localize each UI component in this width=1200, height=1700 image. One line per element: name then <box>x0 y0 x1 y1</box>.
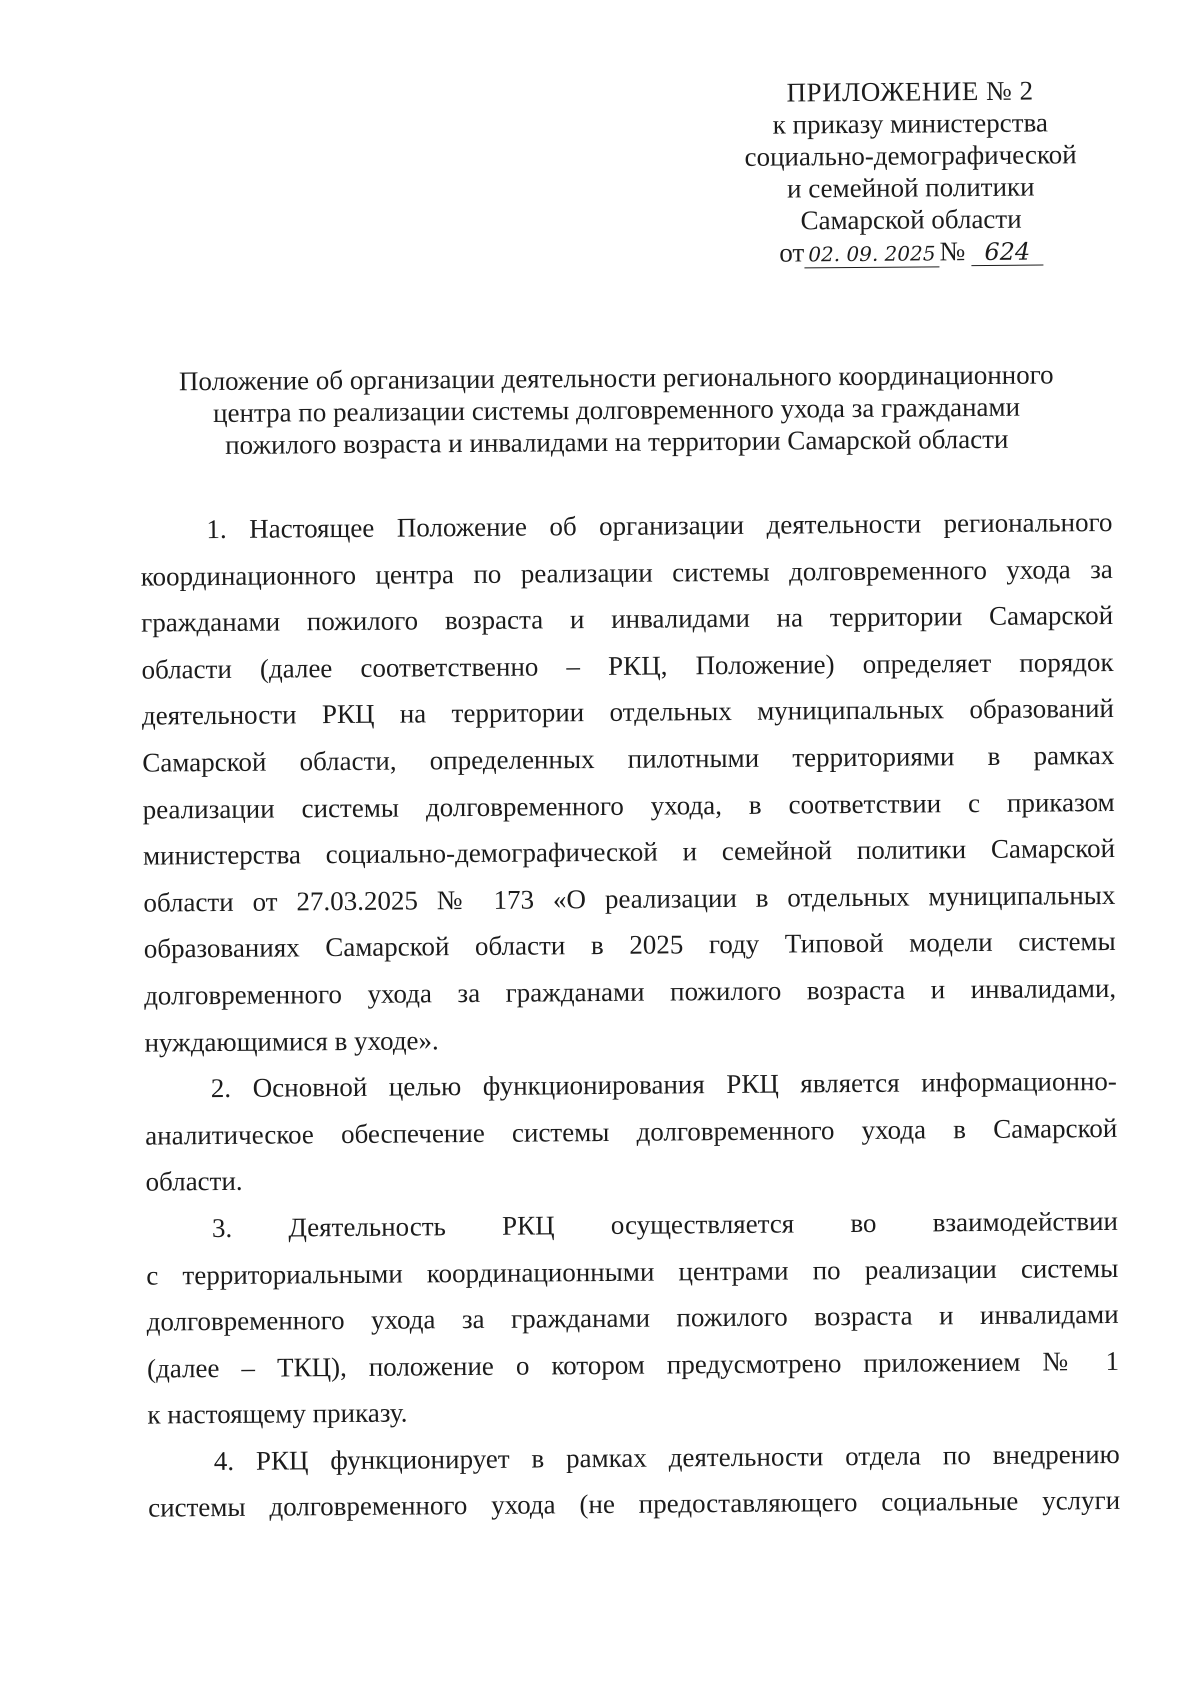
paragraph-line: к настоящему приказу. <box>147 1397 408 1430</box>
paragraph-line: (далее – ТКЦ), положение о котором предусмотрено приложением № 1 <box>146 1345 1120 1384</box>
paragraph-line: Самарской области, определенных пилотными территориями в рамках <box>142 739 1115 778</box>
paragraph-line: области (далее соответственно – РКЦ, Положение) определяет порядок <box>141 646 1114 685</box>
paragraph-line: реализации системы долговременного ухода, в соответствии с приказом <box>142 786 1115 825</box>
paragraph-line: долговременного ухода за гражданами пожилого возраста и инвалидами <box>146 1299 1119 1337</box>
paragraph-line: долговременного ухода за гражданами пожилого возраста и инвалидами, <box>144 972 1117 1011</box>
paragraph-3 <box>146 1198 1120 1439</box>
title-line: Положение об организации деятельности регионального координационного <box>178 359 1054 397</box>
appendix-line: и семейной политики <box>786 171 1035 204</box>
paragraph-line: аналитическое обеспечение системы долговременного ухода в Самарской <box>145 1112 1118 1151</box>
document-body <box>140 499 1120 1532</box>
date-prefix: от <box>779 237 805 268</box>
paragraph-line: нуждающимися в уходе». <box>144 1024 439 1058</box>
paragraph-2 <box>145 1058 1118 1205</box>
paragraph-4 <box>148 1431 1121 1532</box>
document-title <box>136 358 1097 462</box>
appendix-line: к приказу министерства <box>772 107 1048 140</box>
paragraph-line: деятельности РКЦ на территории отдельных муниципальных образований <box>141 693 1115 731</box>
handwritten-date: 02. 09. 2025 <box>804 240 939 268</box>
paragraph-line: области от 27.03.2025 № 173 «О реализации в отдельных муниципальных <box>143 879 1116 918</box>
paragraph-line: 1. Настоящее Положение об организации деятельности регионального <box>206 506 1113 545</box>
paragraph-line: министерства социально-демографической и семейной политики Самарской <box>142 833 1116 871</box>
appendix-header <box>700 74 1121 269</box>
appendix-label: ПРИЛОЖЕНИЕ № 2 <box>786 75 1034 108</box>
paragraph-line: 3. Деятельность РКЦ осуществляется во взаимодействии <box>211 1205 1119 1243</box>
paragraph-line: системы долговременного ухода (не предоставляющего социальные услуги <box>148 1485 1121 1524</box>
paragraph-line: области. <box>145 1166 243 1197</box>
paragraph-line: с территориальными координационными центрами по реализации системы <box>146 1252 1119 1291</box>
title-line: пожилого возраста и инвалидами на территории Самарской области <box>225 423 1009 460</box>
paragraph-line: координационного центра по реализации системы долговременного ухода за <box>140 553 1113 592</box>
paragraph-line: образованиях Самарской области в 2025 году Типовой модели системы <box>143 926 1116 964</box>
appendix-line: социально-демографической <box>744 139 1077 172</box>
paragraph-line: 2. Основной целью функционирования РКЦ является информационно- <box>210 1066 1117 1104</box>
title-line: центра по реализации системы долговременного ухода за гражданами <box>212 391 1021 429</box>
order-date-number <box>701 234 1121 269</box>
paragraph-line: гражданами пожилого возраста и инвалидами на территории Самарской <box>141 600 1114 638</box>
appendix-line: Самарской области <box>800 203 1022 236</box>
handwritten-number: 624 <box>971 239 1043 267</box>
paragraph-1 <box>140 499 1116 1066</box>
number-prefix: № <box>939 236 966 267</box>
paragraph-line: 4. РКЦ функционирует в рамках деятельности отдела по внедрению <box>213 1438 1120 1476</box>
